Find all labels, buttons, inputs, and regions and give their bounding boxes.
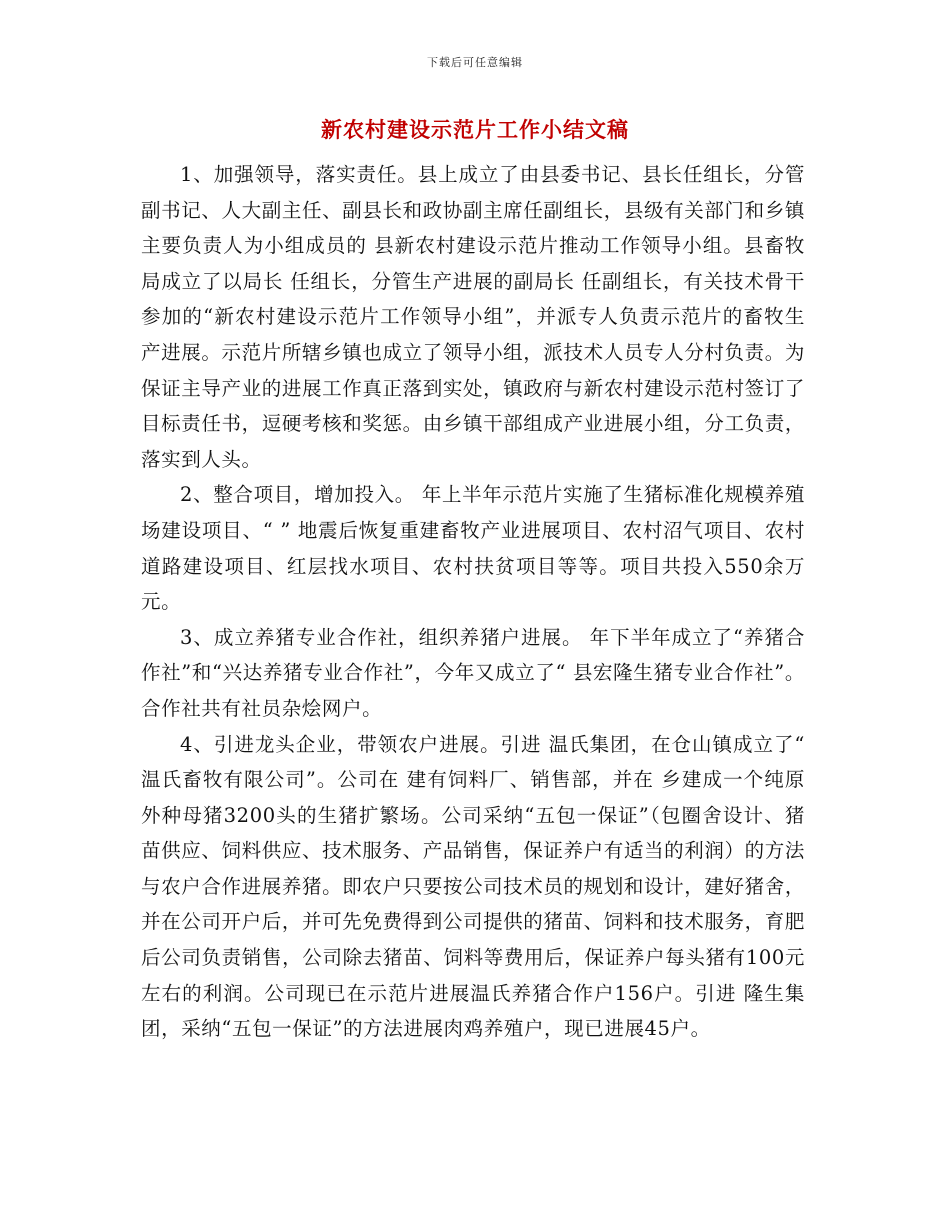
paragraph-4: 4、引进龙头企业，带领农户进展。引进 温氏集团，在仓山镇成立了“ 温氏畜牧有限公司”。公司在 建有饲料厂、销售部，并在 乡建成一个纯原外种母猪3200头的生猪扩繁场。公司采纳“五包一保证”（包圈舍设计、猪苗供应、饲料供应、技术服务、产品销售，保证养户有适当的利润）的方法与农户合作进展养猪。即农户只要按公司技术员的规划和设计，建好猪舍，并在公司开户后，并可先免费得到公司提供的猪苗、饲料和技术服务，育肥后公司负责销售，公司除去猪苗、饲料等费用后，保证养户每头猪有100元左右的利润。公司现已在示范片进展温氏养猪合作户156户。引进 隆生集团，采纳“五包一保证”的方法进展肉鸡养殖户，现已进展45户。 [141, 732, 805, 1041]
document-title: 新农村建设示范片工作小结文稿 [321, 117, 629, 142]
paragraph-1: 1、加强领导，落实责任。县上成立了由县委书记、县长任组长，分管副书记、人大副主任、副县长和政协副主席任副组长，县级有关部门和乡镇主要负责人为小组成员的 县新农村建设示范片推动工作领导小组。县畜牧局成立了以局长 任组长，分管生产进展的副局长 任副组长，有关技术骨干参加的“新农村建设示范片工作领导小组”，并派专人负责示范片的畜牧生产进展。示范片所辖乡镇也成立了领导小组，派技术人员专人分村负责。为保证主导产业的进展工作真正落到实处，镇政府与新农村建设示范村签订了目标责任书，逗硬考核和奖惩。由乡镇干部组成产业进展小组，分工负责，落实到人头。 [141, 163, 805, 471]
document-body [141, 157, 805, 1047]
header-note: 下载后可任意编辑 [427, 56, 523, 69]
paragraph-2: 2、整合项目，增加投入。 年上半年示范片实施了生猪标准化规模养殖场建设项目、“ ” 地震后恢复重建畜牧产业进展项目、农村沼气项目、农村道路建设项目、红层找水项目、农村扶贫项目等等。项目共投入550余万元。 [141, 483, 805, 614]
paragraph-3: 3、成立养猪专业合作社，组织养猪户进展。 年下半年成立了“养猪合作社”和“兴达养猪专业合作社”，今年又成立了“ 县宏隆生猪专业合作社”。合作社共有社员杂烩网户。 [141, 625, 805, 720]
